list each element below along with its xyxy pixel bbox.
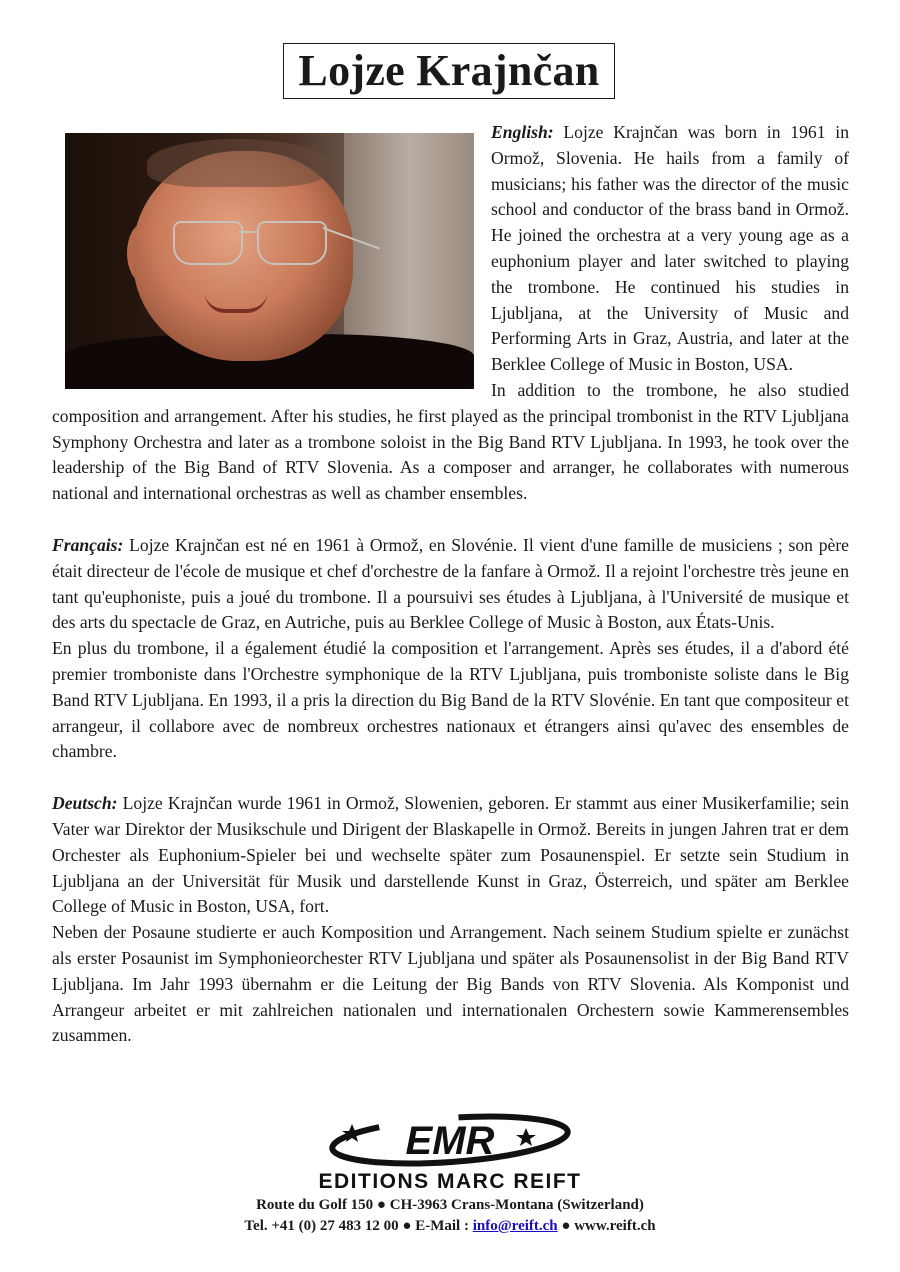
email-link[interactable]: info@reift.ch — [472, 1218, 558, 1234]
section-spacer — [52, 765, 849, 791]
german-label: Deutsch: — [52, 793, 118, 814]
german-text-1: Lojze Krajnčan wurde 1961 in Ormož, Slowenien, geboren. Er stammt aus einer Musikerfamilie; sein Vater war Direktor der Musikschule und Dirigent der Blaskapelle in Ormož. Bereits in jungen Jahren trat er dem Orchester als Euphonium-Spieler bei und wechselte später zum Posaunenspiel. Er setzte sein Studium in Ljubljana an der Universität für Musik und darstellende Kunst in Graz, Österreich, und später am Berklee College of Music in Boston, USA, fort. — [52, 793, 849, 917]
english-paragraph-2: In addition to the trombone, he also studied composition and arrangement. After his studies, he first played as the principal trombonist in the RTV Ljubljana Symphony Orchestra and later as a trombone soloist in the Big Band RTV Ljubljana. In 1993, he took over the leadership of the Big Band of RTV Slovenia. As a composer and arranger, he collaborates with numerous national and international orchestras as well as chamber ensembles. — [52, 379, 849, 504]
glasses-bridge — [239, 231, 259, 233]
logo-text: EMR — [405, 1119, 495, 1163]
publisher-name: EDITIONS MARC REIFT — [318, 1170, 582, 1192]
page-title: Lojze Krajnčan — [298, 46, 600, 95]
contact-tel: Tel. +41 (0) 27 483 12 00 ● E-Mail : — [244, 1218, 473, 1234]
emr-logo — [300, 1110, 600, 1192]
publisher-address: Route du Golf 150 ● CH-3963 Crans-Montana (Switzerland) — [256, 1197, 644, 1213]
publisher-contact — [0, 1218, 900, 1235]
glasses-right-lens — [257, 221, 327, 265]
english-text-1: Lojze Krajnčan was born in 1961 in Ormož, Slovenia. He hails from a family of musicians; his father was the director of the music school and conductor of the brass band in Ormož. He joined the orchestra at a very young age as a euphonium player and later switched to playing the trombone. He continued his studies in Ljubljana, at the University of Music and Performing Arts in Graz, Austria, and later at the Berklee College of Music in Boston, USA. — [491, 122, 849, 375]
website: ● www.reift.ch — [557, 1218, 656, 1234]
section-spacer — [52, 507, 849, 533]
german-paragraph-1 — [52, 791, 849, 920]
french-text-1: Lojze Krajnčan est né en 1961 à Ormož, en Slovénie. Il vient d'une famille de musiciens ; son père était directeur de l'école de musique et chef d'orchestre de la fanfare à Ormož. Il a rejoint l'orchestre très jeune en tant qu'euphoniste, puis a joué du trombone. Il a poursuivi ses études à Ljubljana, à l'Université de musique et des arts du spectacle de Graz, en Autriche, puis au Berklee College of Music à Boston, aux États-Unis. — [52, 534, 849, 633]
french-paragraph-2: En plus du trombone, il a également étudié la composition et l'arrangement. Après ses études, il a d'abord été premier tromboniste dans l'Orchestre symphonique de la RTV Ljubljana, puis tromboniste soliste dans le Big Band RTV Ljubljana. En 1993, il a pris la direction du Big Band de la RTV Slovénie. En tant que compositeur et arrangeur, il collabore avec de nombreux orchestres nationaux et étrangers ainsi qu'avec des ensembles de chambre. — [52, 638, 849, 762]
photo-hair — [147, 139, 327, 187]
english-label: English: — [491, 122, 554, 142]
biography-content — [52, 120, 849, 1049]
portrait-photo — [65, 133, 474, 389]
publisher-footer — [0, 1110, 900, 1192]
french-paragraph-1 — [52, 533, 849, 636]
glasses-left-lens — [173, 221, 243, 265]
german-paragraph-2: Neben der Posaune studierte er auch Komposition und Arrangement. Nach seinem Studium spielte er zunächst als erster Posaunist im Symphonieorchester RTV Ljubljana und später als Posaunensolist in der Big Band RTV Ljubljana. Im Jahr 1993 übernahm er die Leitung der Big Bands von RTV Slovenia. Als Komponist und Arrangeur arbeitet er mit zahlreichen nationalen und internationalen Orchestern sowie Kammerensembles zusammen. — [52, 922, 849, 1046]
french-label: Français: — [52, 534, 124, 555]
logo-star-right — [516, 1128, 536, 1146]
title-box — [283, 43, 615, 99]
